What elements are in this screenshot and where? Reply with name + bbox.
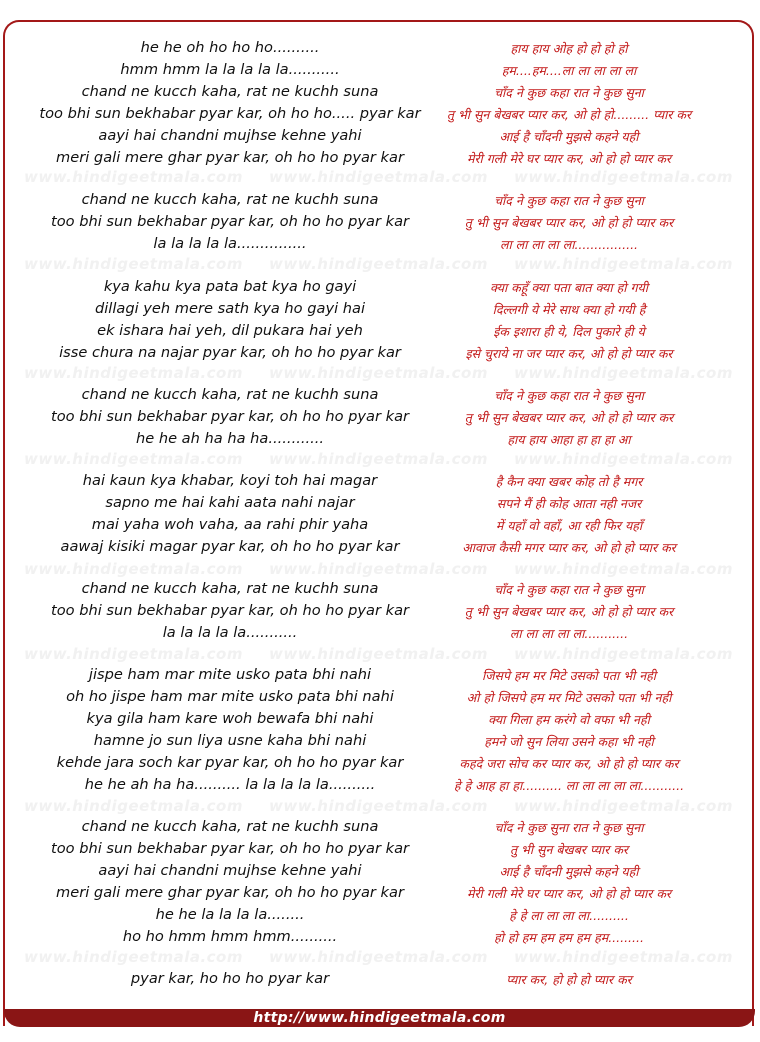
lyric-line-hindi: चाँद ने कुछ सुना रात ने कुछ सुना bbox=[494, 820, 644, 835]
lyric-line-hindi: हो हो हम हम हम हम हम......... bbox=[494, 930, 644, 945]
watermark-text: www.hindigeetmala.com bbox=[24, 645, 243, 663]
lyric-line-english: chand ne kucch kaha, rat ne kuchh suna bbox=[81, 580, 379, 597]
lyric-line-english: chand ne kucch kaha, rat ne kuchh suna bbox=[81, 191, 379, 208]
lyric-line-hindi: ईक इशारा ही ये, दिल पुकारे ही ये bbox=[493, 324, 645, 339]
lyric-line-english: he he ah ha ha.......... la la la la la.......... bbox=[84, 776, 376, 793]
lyric-line-hindi: कहदे जरा सोच कर प्यार कर, ओ हो हो प्यार कर bbox=[459, 756, 679, 771]
watermark-text: www.hindigeetmala.com bbox=[24, 560, 243, 578]
lyric-line-english: isse chura na najar pyar kar, oh ho ho pyar kar bbox=[59, 344, 401, 361]
lyric-line-english: mai yaha woh vaha, aa rahi phir yaha bbox=[91, 516, 369, 533]
lyric-line-hindi: प्यार कर, हो हो हो प्यार कर bbox=[506, 972, 632, 987]
lyric-line-english: sapno me hai kahi aata nahi najar bbox=[105, 494, 355, 511]
lyric-line-hindi: क्या गिला हम करंगे वो वफा भी नही bbox=[488, 712, 650, 727]
lyric-line-hindi: जिसपे हम मर मिटे उसको पता भी नही bbox=[481, 668, 657, 683]
lyric-line-hindi: ला ला ला ला ला........... bbox=[509, 626, 629, 641]
lyric-line-english: chand ne kucch kaha, rat ne kuchh suna bbox=[81, 386, 379, 403]
lyric-line-hindi: में यहाँ वो वहाँ, आ रही फिर यहाँ bbox=[495, 518, 643, 533]
lyric-line-english: aawaj kisiki magar pyar kar, oh ho ho pyar kar bbox=[60, 538, 400, 555]
watermark-text: www.hindigeetmala.com bbox=[514, 560, 733, 578]
watermark-text: www.hindigeetmala.com bbox=[269, 364, 488, 382]
lyric-line-hindi: हे हे ला ला ला ला.......... bbox=[509, 908, 629, 923]
lyric-line-english: he he ah ha ha ha............ bbox=[135, 430, 325, 447]
lyric-line-hindi: आई है चाँदनी मुझसे कहने यही bbox=[499, 864, 639, 879]
lyric-line-english: jispe ham mar mite usko pata bhi nahi bbox=[88, 666, 372, 683]
footer-url-link[interactable]: http://www.hindigeetmala.com bbox=[253, 1010, 506, 1026]
watermark-text: www.hindigeetmala.com bbox=[269, 797, 488, 815]
watermark-text: www.hindigeetmala.com bbox=[24, 797, 243, 815]
lyric-line-hindi: तु भी सुन बेखबर प्यार कर bbox=[509, 842, 629, 857]
lyric-line-english: chand ne kucch kaha, rat ne kuchh suna bbox=[81, 83, 379, 100]
lyric-line-english: meri gali mere ghar pyar kar, oh ho ho pyar kar bbox=[56, 884, 404, 901]
watermark-text: www.hindigeetmala.com bbox=[514, 168, 733, 186]
lyric-line-hindi: ला ला ला ला ला................ bbox=[499, 237, 639, 252]
lyric-line-english: ek ishara hai yeh, dil pukara hai yeh bbox=[97, 322, 363, 339]
lyric-line-hindi: तु भी सुन बेखबर प्यार कर, ओ हो हो......... प्यार कर bbox=[446, 107, 692, 122]
lyric-line-english: chand ne kucch kaha, rat ne kuchh suna bbox=[81, 818, 379, 835]
watermark-text: www.hindigeetmala.com bbox=[24, 948, 243, 966]
lyric-line-english: dillagi yeh mere sath kya ho gayi hai bbox=[94, 300, 366, 317]
lyric-line-hindi: आवाज कैसी मगर प्यार कर, ओ हो हो प्यार कर bbox=[462, 540, 676, 555]
lyric-line-english: too bhi sun bekhabar pyar kar, oh ho ho pyar kar bbox=[50, 408, 410, 425]
watermark-text: www.hindigeetmala.com bbox=[24, 168, 243, 186]
footer-bar bbox=[4, 1009, 755, 1027]
lyric-line-english: too bhi sun bekhabar pyar kar, oh ho ho..... pyar kar bbox=[39, 105, 421, 122]
watermark-text: www.hindigeetmala.com bbox=[514, 364, 733, 382]
lyric-line-english: kya gila ham kare woh bewafa bhi nahi bbox=[86, 710, 374, 727]
watermark-text: www.hindigeetmala.com bbox=[269, 168, 488, 186]
watermark-text: www.hindigeetmala.com bbox=[24, 255, 243, 273]
watermark-text: www.hindigeetmala.com bbox=[269, 560, 488, 578]
watermark-text: www.hindigeetmala.com bbox=[269, 645, 488, 663]
lyric-line-hindi: चाँद ने कुछ कहा रात ने कुछ सुना bbox=[494, 85, 644, 100]
lyric-line-english: aayi hai chandni mujhse kehne yahi bbox=[98, 862, 362, 879]
watermark-text: www.hindigeetmala.com bbox=[514, 645, 733, 663]
lyric-line-hindi: हाय हाय ओह हो हो हो हो bbox=[510, 41, 628, 56]
watermark-text: www.hindigeetmala.com bbox=[514, 255, 733, 273]
lyric-line-english: pyar kar, ho ho ho pyar kar bbox=[130, 970, 330, 987]
lyric-line-hindi: तु भी सुन बेखबर प्यार कर, ओ हो हो प्यार कर bbox=[464, 215, 674, 230]
lyric-line-english: aayi hai chandni mujhse kehne yahi bbox=[98, 127, 362, 144]
lyric-line-hindi: चाँद ने कुछ कहा रात ने कुछ सुना bbox=[494, 193, 644, 208]
lyric-line-hindi: हमने जो सुन लिया उसने कहा भी नही bbox=[484, 734, 654, 749]
lyric-line-hindi: तु भी सुन बेखबर प्यार कर, ओ हो हो प्यार कर bbox=[464, 604, 674, 619]
lyric-line-english: hmm hmm la la la la la........... bbox=[120, 61, 340, 78]
lyric-line-hindi: तु भी सुन बेखबर प्यार कर, ओ हो हो प्यार कर bbox=[464, 410, 674, 425]
lyric-line-english: la la la la la........... bbox=[162, 624, 298, 641]
lyric-line-hindi: ओ हो जिसपे हम मर मिटे उसको पता भी नही bbox=[466, 690, 672, 705]
watermark-text: www.hindigeetmala.com bbox=[24, 450, 243, 468]
watermark-text: www.hindigeetmala.com bbox=[24, 364, 243, 382]
lyric-line-hindi: हे हे आह हा हा.......... ला ला ला ला ला........... bbox=[453, 778, 685, 793]
lyric-line-english: he he oh ho ho ho.......... bbox=[140, 39, 320, 56]
watermark-text: www.hindigeetmala.com bbox=[514, 797, 733, 815]
lyric-line-english: hai kaun kya khabar, koyi toh hai magar bbox=[82, 472, 378, 489]
lyric-line-hindi: है कैन क्या खबर कोह तो है मगर bbox=[495, 474, 643, 489]
lyric-line-english: too bhi sun bekhabar pyar kar, oh ho ho pyar kar bbox=[50, 602, 410, 619]
lyric-line-hindi: क्या कहूँ क्या पता बात क्या हो गयी bbox=[490, 280, 648, 295]
watermark-text: www.hindigeetmala.com bbox=[269, 948, 488, 966]
watermark-text: www.hindigeetmala.com bbox=[514, 948, 733, 966]
lyric-line-hindi: चाँद ने कुछ कहा रात ने कुछ सुना bbox=[494, 582, 644, 597]
lyric-line-hindi: मेरी गली मेरे घर प्यार कर, ओ हो हो प्यार कर bbox=[466, 886, 672, 901]
lyric-line-english: too bhi sun bekhabar pyar kar, oh ho ho pyar kar bbox=[50, 840, 410, 857]
watermark-text: www.hindigeetmala.com bbox=[514, 450, 733, 468]
watermark-text: www.hindigeetmala.com bbox=[269, 450, 488, 468]
lyric-line-hindi: आई है चाँदनी मुझसे कहने यही bbox=[499, 129, 639, 144]
lyric-line-hindi: इसे चुराये ना जर प्यार कर, ओ हो हो प्यार कर bbox=[465, 346, 673, 361]
lyric-line-hindi: हम....हम....ला ला ला ला ला bbox=[501, 63, 637, 78]
lyric-line-english: la la la la la............... bbox=[153, 235, 307, 252]
lyric-line-hindi: मेरी गली मेरे घर प्यार कर, ओ हो हो प्यार कर bbox=[466, 151, 672, 166]
lyric-line-english: oh ho jispe ham mar mite usko pata bhi nahi bbox=[66, 688, 394, 705]
lyric-line-english: he he la la la la........ bbox=[155, 906, 305, 923]
lyric-line-hindi: चाँद ने कुछ कहा रात ने कुछ सुना bbox=[494, 388, 644, 403]
lyric-line-hindi: सपने मैं ही कोह आता नही नजर bbox=[496, 496, 642, 511]
watermark-text: www.hindigeetmala.com bbox=[269, 255, 488, 273]
lyric-line-english: meri gali mere ghar pyar kar, oh ho ho pyar kar bbox=[56, 149, 404, 166]
lyric-line-hindi: दिल्लगी ये मेरे साथ क्या हो गयी है bbox=[492, 302, 646, 317]
lyric-line-english: kya kahu kya pata bat kya ho gayi bbox=[103, 278, 357, 295]
lyric-line-english: kehde jara soch kar pyar kar, oh ho ho pyar kar bbox=[56, 754, 404, 771]
lyric-line-english: ho ho hmm hmm hmm.......... bbox=[122, 928, 338, 945]
lyric-line-english: too bhi sun bekhabar pyar kar, oh ho ho pyar kar bbox=[50, 213, 410, 230]
lyric-line-hindi: हाय हाय आहा हा हा हा आ bbox=[507, 432, 631, 447]
lyric-line-english: hamne jo sun liya usne kaha bhi nahi bbox=[93, 732, 367, 749]
